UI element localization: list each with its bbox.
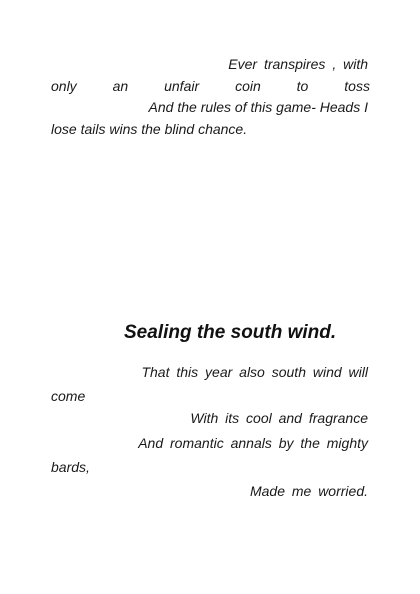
poem-line-2: come <box>51 388 86 404</box>
fragment-line-3: And the rules of this game- Heads I <box>148 99 368 115</box>
fragment-line-2-word: unfair <box>164 78 200 94</box>
fragment-line-2 <box>51 78 370 94</box>
fragment-line-2-word: only <box>51 78 77 94</box>
poem-line-3: With its cool and fragrance <box>190 410 368 426</box>
fragment-line-2-word: to <box>296 78 309 94</box>
fragment-line-1: Ever transpires , with <box>228 56 368 72</box>
poem-title: Sealing the south wind. <box>124 322 337 343</box>
fragment-line-2-word: an <box>112 78 129 94</box>
poem-line-6: Made me worried. <box>249 483 368 499</box>
fragment-line-2-word: coin <box>235 78 261 94</box>
poem-line-1: That this year also south wind will <box>141 364 368 380</box>
fragment-line-2-word: toss <box>344 78 370 94</box>
poem-line-5: bards, <box>51 459 90 475</box>
fragment-line-4: lose tails wins the blind chance. <box>51 121 248 137</box>
poem-line-4: And romantic annals by the mighty <box>138 435 368 451</box>
